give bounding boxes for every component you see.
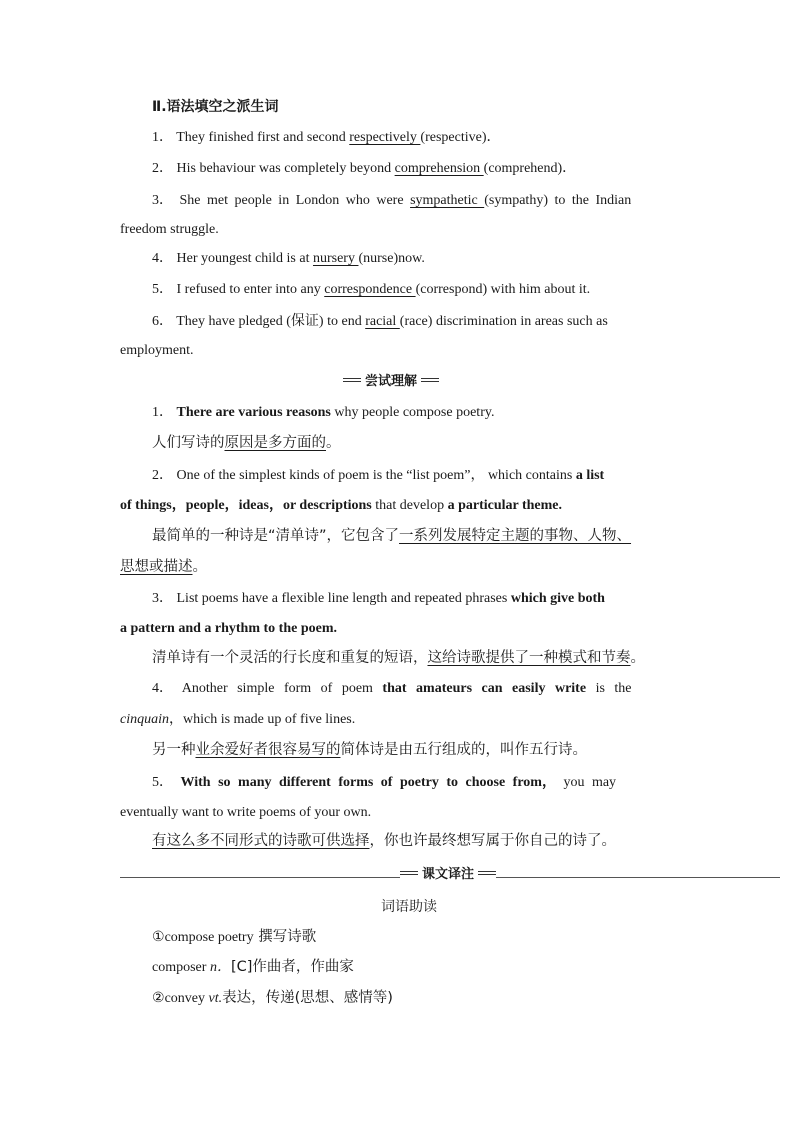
key-phrase: There are various reasons bbox=[176, 405, 331, 420]
key-phrase: that amateurs can easily write bbox=[382, 681, 587, 696]
part-of-speech: vt. bbox=[208, 991, 223, 1006]
item-number: 5． bbox=[152, 775, 173, 790]
vocab-item-1 bbox=[152, 928, 316, 947]
hint-word: (nurse)now. bbox=[358, 251, 425, 266]
item-number: 2． bbox=[152, 161, 173, 176]
key-phrase: With so many different forms of poetry to choose from， bbox=[180, 775, 556, 790]
key-phrase: a particular theme. bbox=[444, 498, 563, 513]
key-phrase: a list bbox=[575, 468, 605, 483]
key-term: cinquain bbox=[120, 712, 169, 727]
item-text: is the bbox=[595, 681, 632, 696]
vocab-item-3 bbox=[152, 989, 393, 1008]
item-number: 6． bbox=[152, 314, 173, 329]
vocab-meaning: 撰写诗歌 bbox=[253, 929, 317, 945]
item-text: to the Indian bbox=[554, 193, 632, 208]
comprehension-item-5 bbox=[152, 774, 616, 792]
section-banner bbox=[400, 863, 496, 882]
translation-text: 简体诗是由五行组成的，叫作五行诗。 bbox=[340, 742, 587, 758]
item-text: I refused to enter into any bbox=[176, 282, 321, 297]
comprehension-item-4-cont bbox=[120, 711, 355, 729]
translation-text: 人们写诗的 bbox=[152, 435, 225, 451]
translation-text: 最简单的一种诗是“清单诗”，它包含了 bbox=[152, 528, 400, 544]
translation-text: 。 bbox=[192, 559, 207, 575]
key-phrase: of things，people，ideas，or descriptions bbox=[120, 498, 372, 513]
translation-4 bbox=[152, 741, 587, 759]
item-text: Her youngest child is at bbox=[176, 251, 310, 266]
item-text: with him about it. bbox=[490, 282, 591, 297]
comprehension-item-1 bbox=[152, 404, 494, 422]
item-number: 3． bbox=[152, 193, 173, 208]
item-text: discrimination in areas such as bbox=[435, 314, 608, 329]
answer-blank: racial bbox=[365, 314, 400, 329]
comprehension-item-2-cont bbox=[120, 497, 562, 515]
circled-number: ① bbox=[152, 930, 165, 945]
item-number: 1． bbox=[152, 130, 173, 145]
answer-blank: sympathetic bbox=[410, 193, 485, 208]
translation-text: ，你也许最终想写属于你自己的诗了。 bbox=[369, 833, 616, 849]
translation-text: 。 bbox=[630, 650, 645, 666]
vocab-term: convey bbox=[164, 991, 205, 1006]
hint-word: (race) bbox=[399, 314, 433, 329]
vocab-item-2 bbox=[152, 958, 354, 977]
translation-text: 另一种 bbox=[152, 742, 196, 758]
item-text: that develop bbox=[371, 498, 445, 513]
item-text: List poems have a flexible line length and repeated phrases bbox=[176, 591, 508, 606]
item-text: ，which is made up of five lines. bbox=[169, 712, 356, 727]
banner-rule bbox=[343, 378, 361, 382]
item-text: She met people in London who were bbox=[179, 193, 404, 208]
key-phrase: which give both bbox=[510, 591, 605, 606]
grammar-item-4 bbox=[152, 250, 425, 268]
grammar-item-5 bbox=[152, 281, 590, 299]
hint-word: (comprehend)． bbox=[483, 161, 577, 176]
item-text: One of the simplest kinds of poem is the “list poem”， which contains bbox=[176, 468, 573, 483]
comprehension-item-5-cont: eventually want to write poems of your own. bbox=[120, 805, 372, 820]
banner-label: 尝试理解 bbox=[365, 374, 418, 389]
grammar-item-6-cont: employment. bbox=[120, 343, 194, 358]
answer-blank: respectively bbox=[349, 130, 421, 145]
banner-rule bbox=[400, 871, 418, 875]
comprehension-item-4 bbox=[152, 680, 632, 698]
answer-blank: nursery bbox=[312, 251, 359, 266]
banner-rule bbox=[478, 871, 496, 875]
translation-key: 有这么多不同形式的诗歌可供选择 bbox=[152, 833, 370, 849]
translation-3 bbox=[152, 649, 645, 667]
comprehension-item-3-cont bbox=[120, 620, 337, 638]
banner-label: 课文译注 bbox=[422, 867, 475, 882]
section-banner bbox=[343, 370, 439, 389]
vocab-term: compose poetry bbox=[164, 930, 254, 945]
vocab-term: composer bbox=[152, 960, 207, 975]
banner-rule bbox=[421, 378, 439, 382]
translation-1 bbox=[152, 434, 341, 452]
item-text: They finished first and second bbox=[176, 130, 346, 145]
answer-blank: comprehension bbox=[394, 161, 484, 176]
item-text: His behaviour was completely beyond bbox=[176, 161, 392, 176]
translation-key: 这给诗歌提供了一种模式和节奏 bbox=[427, 650, 631, 666]
translation-2 bbox=[152, 527, 631, 545]
vocab-meaning: 表达，传递(思想、感情等) bbox=[222, 990, 393, 1006]
comprehension-item-3 bbox=[152, 590, 605, 608]
translation-text: 。 bbox=[326, 435, 341, 451]
vocab-title: 词语助读 bbox=[381, 899, 437, 915]
comprehension-item-2 bbox=[152, 467, 604, 485]
vocab-meaning: [C]作曲者，作曲家 bbox=[230, 959, 354, 975]
hint-word: (respective)． bbox=[420, 130, 501, 145]
item-text: why people compose poetry. bbox=[330, 405, 495, 420]
item-number: 4． bbox=[152, 251, 173, 266]
item-number: 3． bbox=[152, 591, 173, 606]
circled-number: ② bbox=[152, 991, 165, 1006]
item-number: 1． bbox=[152, 405, 173, 420]
grammar-item-3 bbox=[152, 192, 631, 210]
item-number: 4． bbox=[152, 681, 173, 696]
grammar-item-1 bbox=[152, 129, 500, 147]
translation-text: 清单诗有一个灵活的行长度和重复的短语， bbox=[152, 650, 428, 666]
hint-word: (correspond) bbox=[415, 282, 488, 297]
key-phrase: a pattern and a rhythm to the poem. bbox=[120, 621, 337, 636]
translation-key: 思想或描述 bbox=[120, 559, 193, 575]
part-of-speech: n． bbox=[209, 960, 231, 975]
hint-word: (sympathy) bbox=[484, 193, 548, 208]
item-text: you may bbox=[563, 775, 617, 790]
translation-2-cont bbox=[120, 558, 207, 576]
grammar-item-2 bbox=[152, 160, 576, 178]
item-text: They have pledged (保证) to end bbox=[176, 314, 362, 329]
item-number: 2． bbox=[152, 468, 173, 483]
translation-key: 业余爱好者很容易写的 bbox=[195, 742, 341, 758]
grammar-item-6 bbox=[152, 313, 608, 331]
grammar-item-3-cont: freedom struggle. bbox=[120, 222, 219, 237]
item-number: 5． bbox=[152, 282, 173, 297]
answer-blank: correspondence bbox=[324, 282, 416, 297]
translation-key: 一系列发展特定主题的事物、人物、 bbox=[399, 528, 632, 544]
section-title: Ⅱ.语法填空之派生词 bbox=[152, 99, 279, 115]
item-text: Another simple form of poem bbox=[181, 681, 373, 696]
translation-key: 原因是多方面的 bbox=[224, 435, 326, 451]
translation-5 bbox=[152, 832, 616, 850]
